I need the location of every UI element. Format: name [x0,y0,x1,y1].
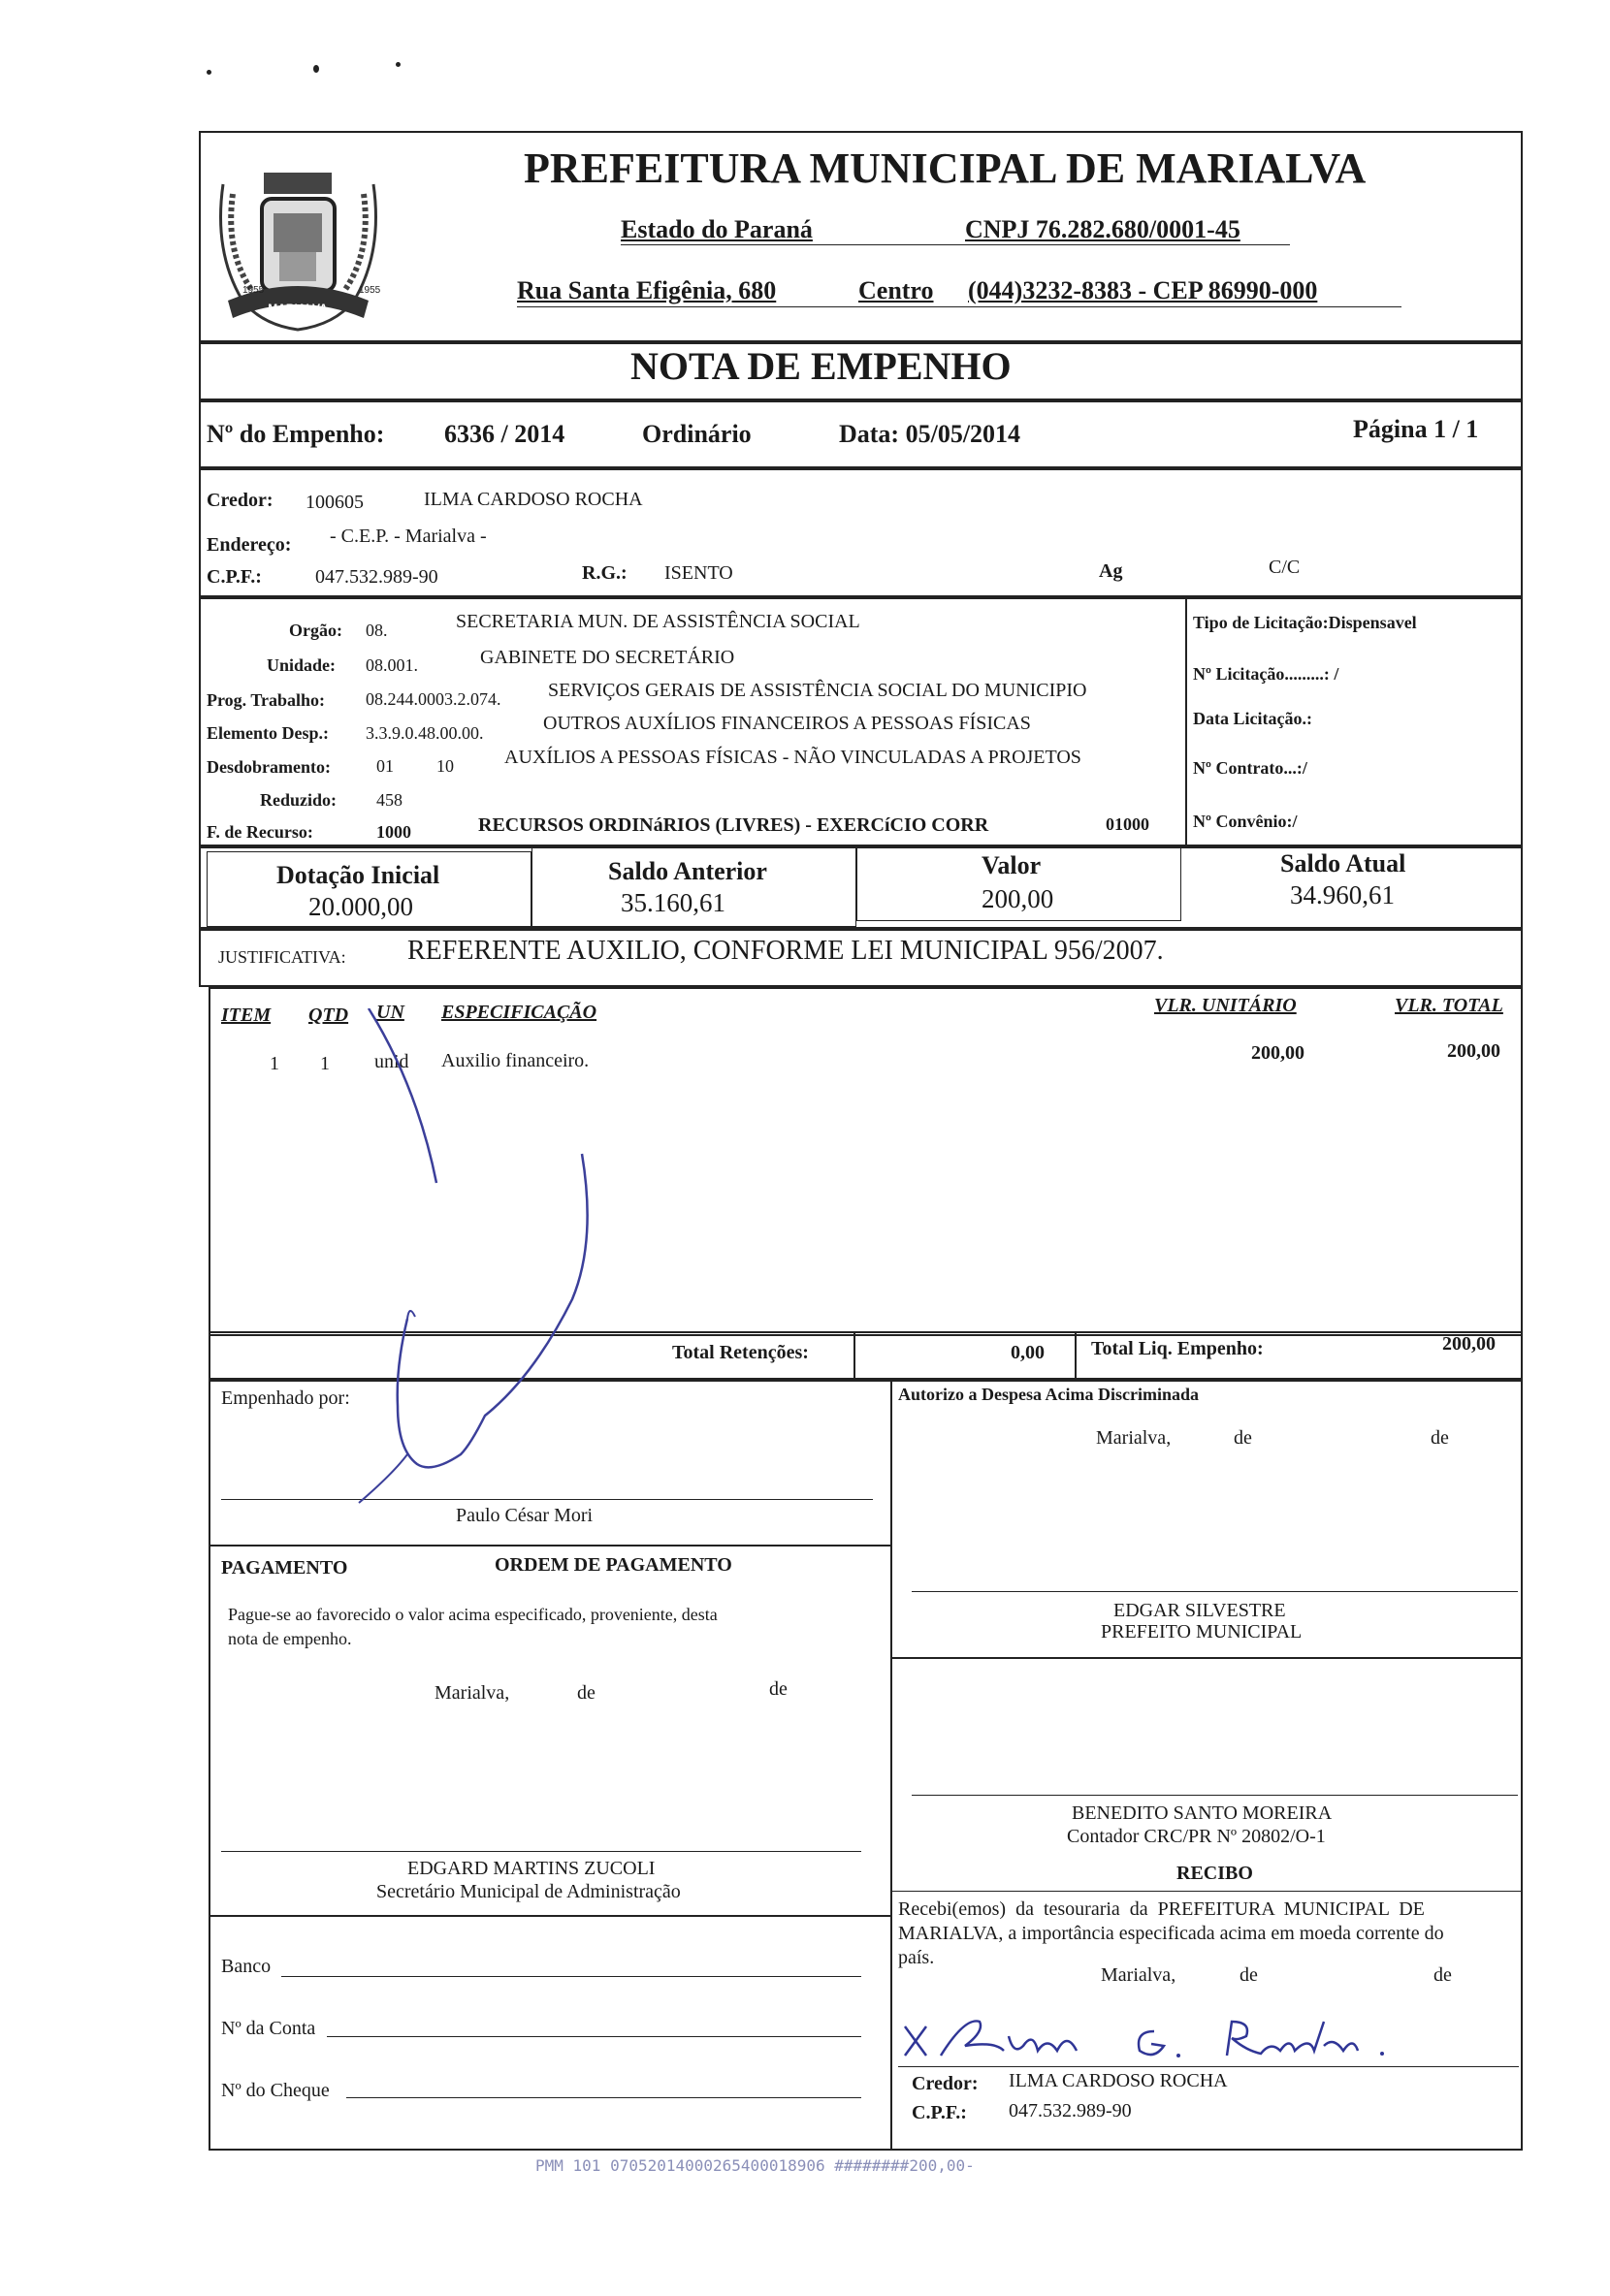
recibo-de-1: de [1240,1964,1258,1986]
endereco-value: - C.E.P. - Marialva - [330,526,487,547]
empenhado-label: Empenhado por: [221,1387,350,1409]
secretario-role: Secretário Municipal de Administração [376,1881,681,1902]
item-row-total: 200,00 [1447,1040,1500,1062]
rg-value: ISENTO [664,562,733,584]
saldo-anterior-value: 35.160,61 [621,888,725,917]
desdobramento-desc: AUXÍLIOS A PESSOAS FÍSICAS - NÃO VINCULADAS A PROJETOS [504,747,1081,768]
page-indicator: Página 1 / 1 [1353,415,1479,443]
saldo-atual-label: Saldo Atual [1280,849,1406,877]
item-row-number: 1 [270,1053,279,1074]
prog-label: Prog. Trabalho: [207,690,326,710]
svg-text:1955: 1955 [242,285,265,296]
rg-label: R.G.: [582,562,628,584]
ag-label: Ag [1099,560,1123,582]
valor-label: Valor [982,851,1042,879]
classificacao-divider [1185,597,1187,846]
item-row-un: unid [374,1051,409,1072]
saldo-anterior-label: Saldo Anterior [608,857,767,885]
desdobramento-b: 10 [436,756,454,776]
banco-line[interactable] [281,1976,861,1977]
doc-title: NOTA DE EMPENHO [630,344,1012,388]
endereco-label: Endereço: [207,534,292,556]
liquido-label: Total Liq. Empenho: [1091,1338,1264,1359]
contador-role: Contador CRC/PR Nº 20802/O-1 [1067,1826,1326,1847]
cc-label: C/C [1269,557,1301,578]
secretario-name: EDGARD MARTINS ZUCOLI [407,1858,656,1879]
address: Rua Santa Efigênia, 680 [517,276,777,304]
pagamento-place: Marialva, [435,1682,510,1704]
phone-cep: (044)3232-8383 - CEP 86990-000 [968,276,1318,304]
prog-code: 08.244.0003.2.074. [366,689,501,709]
licitacao-tipo: Tipo de Licitação:Dispensavel [1193,613,1417,632]
credor-code: 100605 [306,492,364,513]
autorizo-place: Marialva, [1096,1427,1172,1449]
prefeito-signature-line [912,1591,1518,1592]
seal-text: MARIALVA [268,302,328,315]
empenhado-name: Paulo César Mori [456,1505,594,1526]
prog-desc: SERVIÇOS GERAIS DE ASSISTÊNCIA SOCIAL DO MUNICIPIO [548,680,1087,701]
recibo-text-1: Recebi(emos) da tesouraria da PREFEITURA MUNICIPAL DE [898,1898,1425,1920]
pagamento-separator [209,1545,890,1547]
retencoes-value: 0,00 [1011,1342,1045,1363]
district: Centro [858,276,934,304]
elemento-code: 3.3.9.0.48.00.00. [366,723,484,743]
recibo-separator [890,1891,1523,1892]
contador-separator [890,1657,1523,1659]
banco-separator [209,1915,890,1917]
retencoes-label: Total Retenções: [672,1342,809,1363]
recibo-title: RECIBO [1176,1863,1253,1884]
pagamento-de-2: de [769,1678,788,1700]
header-underline [621,244,1290,245]
recibo-signature-line [898,2066,1519,2067]
reduzido-value: 458 [376,790,402,810]
org-name: PREFEITURA MUNICIPAL DE MARIALVA [524,144,1367,192]
elemento-desc: OUTROS AUXÍLIOS FINANCEIROS A PESSOAS FÍSICAS [543,713,1031,734]
licitacao-data: Data Licitação.: [1193,709,1312,728]
cheque-line[interactable] [346,2097,861,2098]
conta-label: Nº da Conta [221,2018,316,2039]
valor-value: 200,00 [982,884,1054,913]
recibo-place: Marialva, [1101,1964,1176,1986]
empenho-type: Ordinário [642,420,752,448]
saldo-atual-value: 34.960,61 [1290,880,1395,909]
contador-signature-line [912,1795,1518,1796]
cpf-label: C.P.F.: [207,566,262,588]
empenho-number: 6336 / 2014 [444,420,565,448]
pagamento-title: PAGAMENTO [221,1557,348,1578]
elemento-label: Elemento Desp.: [207,723,329,743]
items-header-item: ITEM [221,1004,272,1026]
orgao-desc: SECRETARIA MUN. DE ASSISTÊNCIA SOCIAL [456,611,860,632]
pen-stroke [339,1008,621,1522]
justificativa-text: REFERENTE AUXILIO, CONFORME LEI MUNICIPAL 956/2007. [407,936,1164,966]
recibo-text-3: país. [898,1947,935,1968]
orgao-label: Orgão: [289,621,342,640]
cnpj: CNPJ 76.282.680/0001-45 [965,215,1240,243]
prefeito-name: EDGAR SILVESTRE [1113,1600,1286,1621]
bottom-divider [890,1380,892,2151]
unidade-label: Unidade: [267,655,337,675]
secretario-signature-line [221,1851,861,1852]
contrato-number: Nº Contrato...:/ [1193,758,1307,778]
totals-divider-2 [1075,1331,1077,1380]
recibo-text-2: MARIALVA, a importância especificada acima em moeda corrente do [898,1923,1444,1944]
recibo-cpf-value: 047.532.989-90 [1009,2100,1132,2121]
cheque-label: Nº do Cheque [221,2080,330,2101]
contador-name: BENEDITO SANTO MOREIRA [1072,1802,1333,1824]
autorizo-de-2: de [1431,1427,1449,1449]
credor-label: Credor: [207,490,274,511]
recibo-cpf-label: C.P.F.: [912,2102,967,2123]
item-row-unit: 200,00 [1251,1042,1304,1064]
footer-print-code: PMM 101 07052014000265400018906 ########200,00- [535,2156,975,2175]
reduzido-label: Reduzido: [260,790,338,810]
totals-divider-1 [853,1331,855,1380]
recurso-label: F. de Recurso: [207,822,313,842]
recibo-credor-label: Credor: [912,2073,979,2094]
pagamento-text-2: nota de empenho. [228,1629,352,1648]
item-row-spec: Auxilio financeiro. [441,1050,590,1071]
items-header-qtd: QTD [308,1004,349,1026]
recibo-credor-name: ILMA CARDOSO ROCHA [1009,2070,1228,2091]
dotacao-value: 20.000,00 [308,892,413,921]
scan-speck [396,62,401,67]
banco-label: Banco [221,1956,272,1977]
empenho-number-label: Nº do Empenho: [207,420,385,448]
liquido-value: 200,00 [1442,1333,1496,1355]
convenio-number: Nº Convênio:/ [1193,812,1298,831]
pagamento-text-1: Pague-se ao favorecido o valor acima especificado, proveniente, desta [228,1605,718,1624]
pagamento-de-1: de [577,1682,596,1704]
desdobramento-label: Desdobramento: [207,757,331,777]
scan-speck [313,65,319,73]
empenho-date: Data: 05/05/2014 [839,420,1021,448]
autorizo-title: Autorizo a Despesa Acima Discriminada [898,1385,1199,1404]
items-header-unit: VLR. UNITÁRIO [1154,995,1297,1016]
municipal-seal [204,155,393,339]
autorizo-de-1: de [1234,1427,1252,1449]
orgao-code: 08. [366,621,388,640]
items-header-spec: ESPECIFICAÇÃO [441,1002,597,1023]
address-underline [517,306,1401,307]
items-header-total: VLR. TOTAL [1395,995,1503,1016]
recurso-desc: RECURSOS ORDINáRIOS (LIVRES) - EXERCíCIO CORR [478,814,989,836]
credor-signature [897,2007,1498,2070]
state-name: Estado do Paraná [621,215,813,243]
justificativa-label: JUSTIFICATIVA: [218,947,346,967]
recurso-code: 1000 [376,822,411,842]
recibo-de-2: de [1433,1964,1452,1986]
desdobramento-a: 01 [376,756,394,776]
ordem-pagamento-title: ORDEM DE PAGAMENTO [495,1554,732,1576]
item-row-qtd: 1 [320,1053,330,1074]
scan-speck [207,70,211,75]
recurso-num: 01000 [1106,814,1149,834]
seal-year: 1955 [359,285,381,296]
licitacao-numero: Nº Licitação.........: / [1193,664,1339,684]
cpf-value: 047.532.989-90 [315,566,438,588]
unidade-desc: GABINETE DO SECRETÁRIO [480,647,735,668]
items-header-un: UN [376,1002,404,1023]
conta-line[interactable] [327,2036,861,2037]
dotacao-label: Dotação Inicial [276,861,440,889]
unidade-code: 08.001. [366,655,418,675]
prefeito-role: PREFEITO MUNICIPAL [1101,1621,1303,1642]
credor-name: ILMA CARDOSO ROCHA [424,489,643,510]
